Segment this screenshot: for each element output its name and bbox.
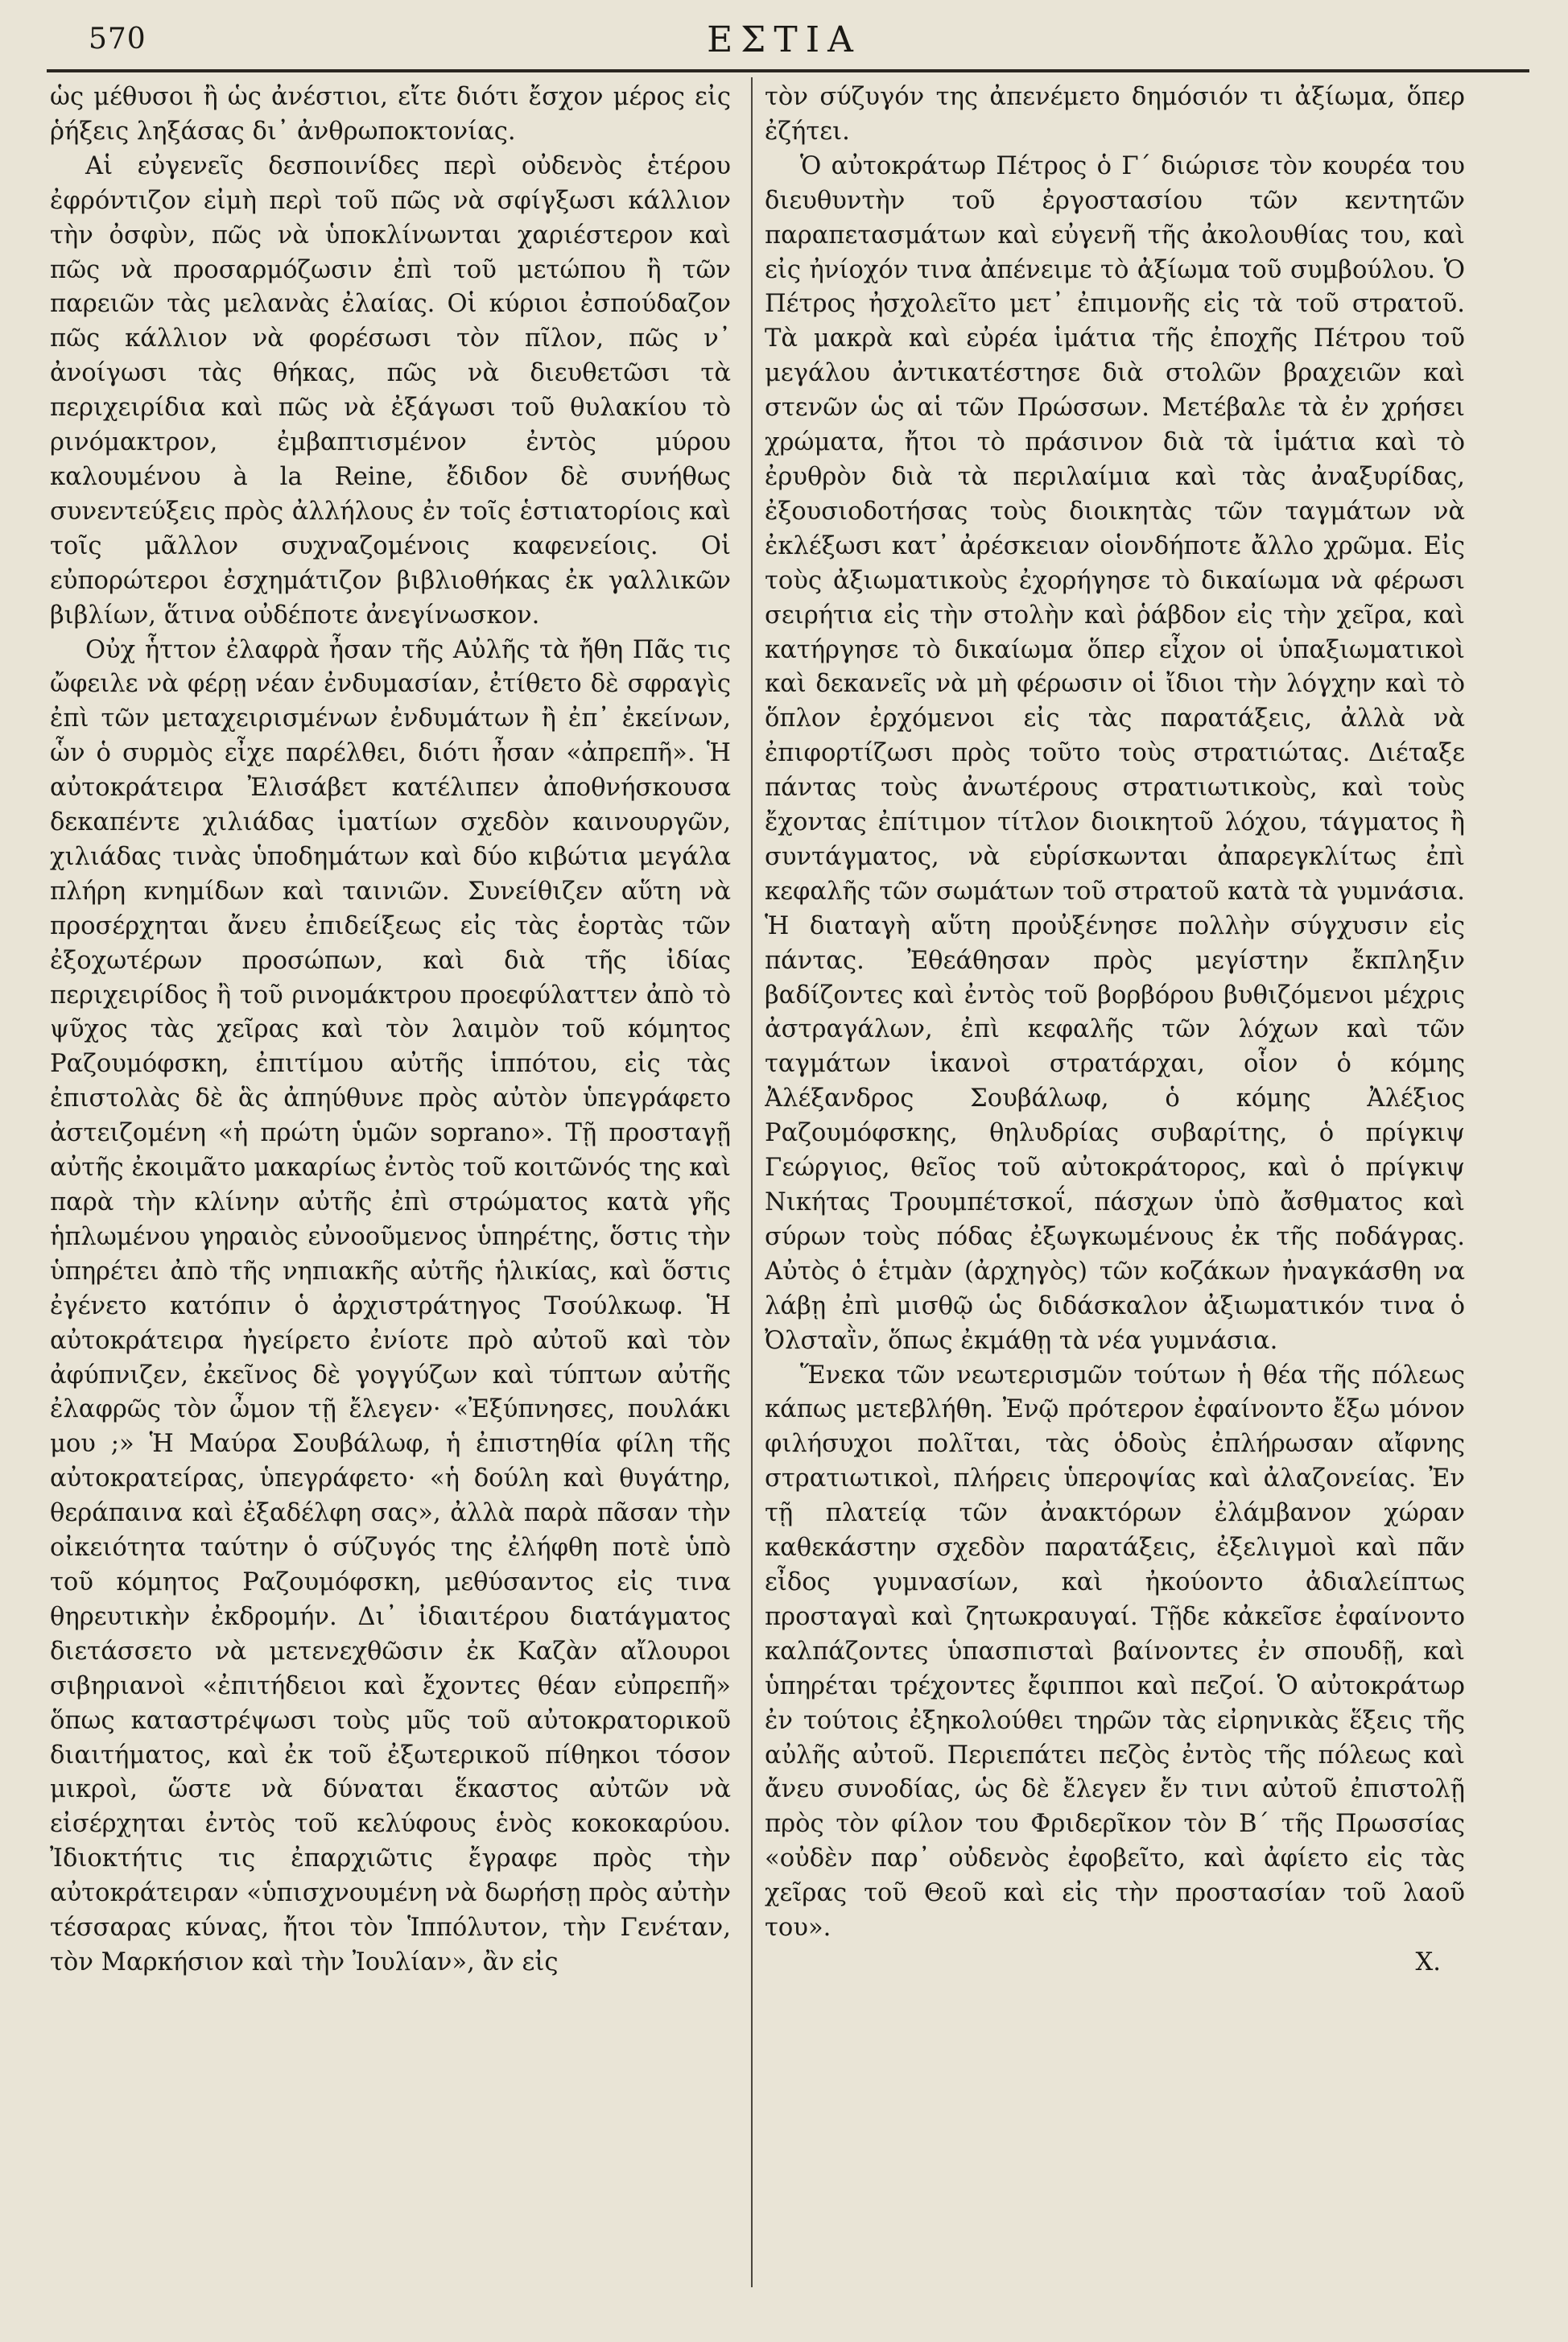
page-number: 570 — [89, 23, 146, 56]
right-paragraph-2: Ὁ αὐτοκράτωρ Πέτρος ὁ Γ΄ διώρισε τὸν κουρέα του διευθυντὴν τοῦ ἐργοστασίου τῶν κεντητῶν παραπετασμάτων καὶ εὐγενῆ τῆς ἀκολουθίας του, καὶ εἰς ἠνίοχόν τινα ἀπένειμε τὸ ἀξίωμα τοῦ συμβούλου. Ὁ Πέτρος ἠσχολεῖτο μετ᾽ ἐπιμονῆς εἰς τὰ τοῦ στρατοῦ. Τὰ μακρὰ καὶ εὐρέα ἱμάτια τῆς ἐποχῆς Πέτρου τοῦ μεγάλου ἀντικατέστησε διὰ στολῶν βραχειῶν καὶ στενῶν ὡς αἱ τῶν Πρώσσων. Μετέβαλε τὰ ἐν χρήσει χρώματα, ἤτοι τὸ πράσινον διὰ τὰ ἱμάτια καὶ τὸ ἐρυθρὸν διὰ τὰ περιλαίμια καὶ τὰς ἀναξυρίδας, ἐξουσιοδοτήσας τοὺς διοικητὰς τῶν ταγμάτων νὰ ἐκλέξωσι κατ᾽ ἀρέσκειαν οἱονδήποτε ἄλλο χρῶμα. Εἰς τοὺς ἀξιωματικοὺς ἐχορήγησε τὸ δικαίωμα νὰ φέρωσι σειρήτια εἰς τὴν στολὴν καὶ ῥάβδον εἰς τὴν χεῖρα, καὶ κατήργησε τὸ δικαίωμα ὅπερ εἶχον οἱ ὑπαξιωματικοὶ καὶ δεκανεῖς νὰ μὴ φέρωσιν οἱ ἴδιοι τὴν λόγχην καὶ τὸ ὅπλον ἐρχόμενοι εἰς τὰς παρατάξεις, ἀλλὰ νὰ ἐπιφορτίζωσι πρὸς τοῦτο τοὺς στρατιώτας. Διέταξε πάντας τοὺς ἀνωτέρους στρατιωτικοὺς, καὶ τοὺς ἔχοντας ἐπίτιμον τίτλον διοικητοῦ λόχου, τάγματος ἢ συντάγματος, νὰ εὑρίσκωνται ἀπαρεγκλίτως ἐπὶ κεφαλῆς τῶν σωμάτων τοῦ στρατοῦ κατὰ τὰ γυμνάσια. Ἡ διαταγὴ αὕτη προὐξένησε πολλὴν σύγχυσιν εἰς πάντας. Ἐθεάθησαν πρὸς μεγίστην ἔκπληξιν βαδίζοντες καὶ ἐντὸς τοῦ βορβόρου βυθιζόμενοι μέχρις ἀστραγάλων, ἐπὶ κεφαλῆς τῶν λόχων καὶ τῶν ταγμάτων ἱκανοὶ στρατάρχαι, οἷον ὁ κόμης Ἀλέξανδρος Σουβάλωφ, ὁ κόμης Ἀλέξιος Ραζουμόφσκης, θηλυδρίας συβαρίτης, ὁ πρίγκιψ Γεώργιος, θεῖος τοῦ αὐτοκράτορος, καὶ ὁ πρίγκιψ Νικήτας Τρουμπέτσκοΐ, πάσχων ὑπὸ ἄσθματος καὶ σύρων τοὺς πόδας ἐξωγκωμένους ἐκ τῆς ποδάγρας. Αὐτὸς ὁ ἑτμὰν (ἀρχηγὸς) τῶν κοζάκων ἠναγκάσθη να λάβῃ ἐπὶ μισθῷ ὡς διδάσκαλον ἀξιωματικόν τινα ὁ Ὀλσταῒν, ὅπως ἐκμάθῃ τὰ νέα γυμνάσια. — [765, 151, 1465, 1355]
running-head-title: ΕΣΤΙΑ — [707, 19, 861, 60]
header-rule — [47, 69, 1529, 72]
right-paragraph-3: Ἕνεκα τῶν νεωτερισμῶν τούτων ἡ θέα τῆς πόλεως κάπως μετεβλήθη. Ἐνῷ πρότερον ἐφαίνοντο ἔξω μόνον φιλήσυχοι πολῖται, τὰς ὁδοὺς ἐπλήρωσαν αἴφνης στρατιωτικοὶ, πλήρεις ὑπεροψίας καὶ ἀλαζονείας. Ἐν τῇ πλατείᾳ τῶν ἀνακτόρων ἐλάμβανον χώραν καθεκάστην σχεδὸν παρατάξεις, ἐξελιγμοὶ καὶ πᾶν εἶδος γυμνασίων, καὶ ἠκούοντο ἀδιαλείπτως προσταγαὶ καὶ ζητωκραυγαί. Τῇδε κἀκεῖσε ἐφαίνοντο καλπάζοντες ὑπασπισταὶ βαίνοντες ἐν σπουδῇ, καὶ ὑπηρέται τρέχοντες ἔφιπποι καὶ πεζοί. Ὁ αὐτοκράτωρ ἐν τούτοις ἐξηκολούθει τηρῶν τὰς εἰρηνικὰς ἕξεις τῆς αὐλῆς αὐτοῦ. Περιεπάτει πεζὸς ἐντὸς τῆς πόλεως καὶ ἄνευ συνοδίας, ὡς δὲ ἔλεγεν ἔν τινι αὐτοῦ ἐπιστολῇ πρὸς τὸν φίλον του Φριδερῖκον τὸν Β΄ τῆς Πρωσσίας «οὐδὲν παρ᾽ οὐδενὸς ἐφοβεῖτο, καὶ ἀφίετο εἰς τὰς χεῖρας τοῦ Θεοῦ καὶ εἰς τὴν προστασίαν τοῦ λαοῦ του». — [765, 1361, 1465, 1943]
column-divider — [751, 77, 753, 2287]
left-paragraph-1: ὡς μέθυσοι ἢ ὡς ἀνέστιοι, εἴτε διότι ἔσχον μέρος εἰς ῥήξεις ληξάσας δι᾽ ἀνθρωποκτονίας. — [50, 83, 731, 146]
author-signature: Χ. — [1415, 1948, 1441, 1976]
left-paragraph-2: Αἱ εὐγενεῖς δεσποινίδες περὶ οὐδενὸς ἑτέρου ἐφρόντιζον εἰμὴ περὶ τοῦ πῶς νὰ σφίγξωσι κάλλιον τὴν ὀσφὺν, πῶς νὰ ὑποκλίνωνται χαριέστερον καὶ πῶς νὰ προσαρμόζωσιν ἐπὶ τοῦ μετώπου ἢ τῶν παρειῶν τὰς μελανὰς ἐλαίας. Οἱ κύριοι ἐσπούδαζον πῶς κάλλιον νὰ φορέσωσι τὸν πῖλον, πῶς ν᾽ ἀνοίγωσι τὰς θήκας, πῶς νὰ διευθετῶσι τὰ περιχειρίδια καὶ πῶς νὰ ἐξάγωσι τοῦ θυλακίου τὸ ρινόμακτρον, ἐμβαπτισμένον ἐντὸς μύρου καλουμένου à la Reine, ἔδιδον δὲ συνήθως συνεντεύξεις πρὸς ἀλλήλους ἐν τοῖς ἑστιατορίοις καὶ τοῖς μᾶλλον συχναζομένοις καφενείοις. Οἱ εὐπορώτεροι ἐσχημάτιζον βιβλιοθήκας ἐκ γαλλικῶν βιβλίων, ἅτινα οὐδέποτε ἀνεγίνωσκον. — [50, 151, 731, 630]
left-paragraph-3: Οὐχ ἧττον ἐλαφρὰ ἦσαν τῆς Αὐλῆς τὰ ἤθη Πᾶς τις ὤφειλε νὰ φέρῃ νέαν ἐνδυμασίαν, ἐτίθετο δὲ σφραγὶς ἐπὶ τῶν μεταχειρισμένων ἐνδυμάτων ἢ ἐπ᾽ ἐκείνων, ὧν ὁ συρμὸς εἶχε παρέλθει, διότι ἦσαν «ἀπρεπῆ». Ἡ αὐτοκράτειρα Ἐλισάβετ κατέλιπεν ἀποθνήσκουσα δεκαπέντε χιλιάδας ἱματίων σχεδὸν καινουργῶν, χιλιάδας τινὰς ὑποδημάτων καὶ δύο κιβώτια μεγάλα πλήρη κνημίδων καὶ ταινιῶν. Συνείθιζεν αὕτη νὰ προσέρχηται ἄνευ ἐπιδείξεως εἰς τὰς ἑορτὰς τῶν ἐξοχωτέρων προσώπων, καὶ διὰ τῆς ἰδίας περιχειρίδος ἢ τοῦ ρινομάκτρου προεφύλαττεν ἀπὸ τὸ ψῦχος τὰς χεῖρας καὶ τὸν λαιμὸν τοῦ κόμητος Ραζουμόφσκη, ἐπιτίμου αὐτῆς ἱππότου, εἰς τὰς ἐπιστολὰς δὲ ἃς ἀπηύθυνε πρὸς αὐτὸν ὑπεγράφετο ἀστειζομένη «ἡ πρώτη ὑμῶν soprano». Τῇ προσταγῇ αὐτῆς ἐκοιμᾶτο μακαρίως ἐντὸς τοῦ κοιτῶνός της καὶ παρὰ τὴν κλίνην αὐτῆς ἐπὶ στρώματος κατὰ γῆς ἡπλωμένου γηραιὸς εὐνοοῦμενος ὑπηρέτης, ὅστις τὴν ὑπηρέτει ἀπὸ τῆς νηπιακῆς αὐτῆς ἡλικίας, καὶ ὅστις ἐγένετο κατόπιν ὁ ἀρχιστράτηγος Τσούλκωφ. Ἡ αὐτοκράτειρα ἠγείρετο ἐνίοτε πρὸ αὐτοῦ καὶ τὸν ἀφύπνιζεν, ἐκεῖνος δὲ γογγύζων καὶ τύπτων αὐτῆς ἐλαφρῶς τὸν ὦμον τῇ ἔλεγεν· «Ἐξύπνησες, πουλάκι μου ;» Ἡ Μαύρα Σουβάλωφ, ἡ ἐπιστηθία φίλη τῆς αὐτοκρατείρας, ὑπεγράφετο· «ἡ δούλη καὶ θυγάτηρ, θεράπαινα καὶ ἐξαδέλφη σας», ἀλλὰ παρὰ πᾶσαν τὴν οἰκειότητα ταύτην ὁ σύζυγός της ἐλήφθη ποτὲ ὑπὸ τοῦ κόμητος Ραζουμόφσκη, μεθύσαντος εἰς τινα θηρευτικὴν ἐκδρομήν. Δι᾽ ἰδιαιτέρου διατάγματος διετάσσετο νὰ μετενεχθῶσιν ἐκ Καζὰν αἴλουροι σιβηριανοὶ «ἐπιτήδειοι καὶ ἔχοντες θέαν εὐπρεπῆ» ὅπως καταστρέψωσι τοὺς μῦς τοῦ αὐτοκρατορικοῦ διαιτήματος, καὶ ἐκ τοῦ ἐξωτερικοῦ πίθηκοι τόσον μικροὶ, ὥστε νὰ δύναται ἕκαστος αὐτῶν νὰ εἰσέρχηται ἐντὸς τοῦ κελύφους ἑνὸς κοκοκαρύου. Ἰδιοκτήτις τις ἐπαρχιῶτις ἔγραφε πρὸς τὴν αὐτοκράτειραν «ὑπισχνουμένη νὰ δωρήσῃ πρὸς αὐτὴν τέσσαρας κύνας, ἤτοι τὸν Ἱππόλυτον, τὴν Γενέταν, τὸν Μαρκήσιον καὶ τὴν Ἰουλίαν», ἂν εἰς — [50, 635, 731, 1976]
right-column — [765, 81, 1465, 2311]
left-column — [50, 81, 731, 2311]
right-paragraph-1: τὸν σύζυγόν της ἀπενέμετο δημόσιόν τι ἀξίωμα, ὅπερ ἐζήτει. — [765, 83, 1465, 146]
